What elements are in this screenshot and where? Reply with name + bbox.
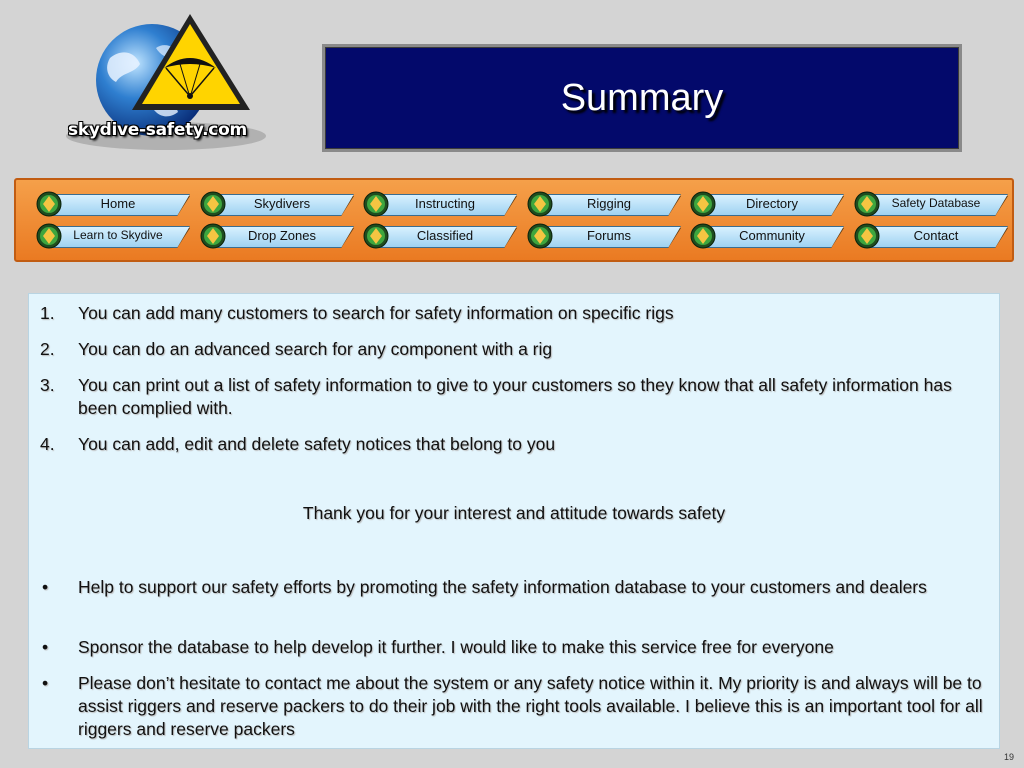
main-navigation bbox=[14, 178, 1014, 262]
list-marker: 1. bbox=[40, 303, 55, 323]
nav-rigging-button[interactable] bbox=[529, 192, 679, 216]
summary-content bbox=[28, 293, 1000, 749]
list-text: You can add many customers to search for safety information on specific rigs bbox=[78, 303, 674, 323]
nav-drop-zones-button[interactable] bbox=[202, 224, 352, 248]
nav-skydivers-label: Skydivers bbox=[253, 196, 311, 211]
list-marker: 2. bbox=[40, 339, 55, 359]
site-logo[interactable] bbox=[60, 8, 280, 158]
nav-drop-zones-label: Drop Zones bbox=[248, 228, 316, 243]
nav-rigging-label: Rigging bbox=[586, 196, 632, 211]
nav-directory-label: Directory bbox=[745, 196, 798, 211]
nav-community-label: Community bbox=[739, 228, 805, 243]
nav-forums-label: Forums bbox=[586, 228, 632, 243]
bullet-marker: • bbox=[42, 637, 49, 657]
page-title: Summary bbox=[560, 77, 724, 119]
nav-safety-database-label: Safety Database bbox=[891, 196, 981, 210]
nav-home-label: Home bbox=[100, 196, 136, 211]
bullet-text: Sponsor the database to help develop it further. I would like to make this service free for everyone bbox=[78, 637, 834, 657]
list-text: You can print out a list of safety information to give to your customers so they know that all safety information has been complied with. bbox=[78, 375, 952, 418]
nav-community-button[interactable] bbox=[692, 224, 842, 248]
nav-learn-to-skydive-button[interactable] bbox=[38, 224, 188, 248]
nav-instructing-button[interactable] bbox=[365, 192, 515, 216]
nav-forums-button[interactable] bbox=[529, 224, 679, 248]
title-banner bbox=[322, 44, 962, 152]
list-marker: 4. bbox=[40, 434, 55, 454]
bullet-text: Help to support our safety efforts by promoting the safety information database to your customers and dealers bbox=[78, 577, 927, 597]
nav-directory-button[interactable] bbox=[692, 192, 842, 216]
nav-contact-button[interactable] bbox=[856, 224, 1006, 248]
nav-home-button[interactable] bbox=[38, 192, 188, 216]
list-text: You can do an advanced search for any component with a rig bbox=[78, 339, 553, 359]
nav-skydivers-button[interactable] bbox=[202, 192, 352, 216]
bullet-text: Please don’t hesitate to contact me about the system or any safety notice within it. My priority is and always will be to assist riggers and reserve packers to do their job with the right tools available. I believe this is an important tool for all riggers and reserve packers bbox=[78, 673, 983, 739]
nav-learn-to-skydive-label: Learn to Skydive bbox=[73, 228, 163, 242]
list-marker: 3. bbox=[40, 375, 55, 395]
nav-classified-label: Classified bbox=[416, 228, 474, 243]
page-number: 19 bbox=[1003, 752, 1014, 762]
nav-instructing-label: Instructing bbox=[415, 196, 475, 211]
nav-contact-label: Contact bbox=[913, 228, 959, 243]
thank-you-note: Thank you for your interest and attitude towards safety bbox=[302, 503, 726, 523]
bullet-marker: • bbox=[42, 577, 49, 597]
nav-classified-button[interactable] bbox=[365, 224, 515, 248]
nav-safety-database-button[interactable] bbox=[856, 192, 1006, 216]
list-text: You can add, edit and delete safety notices that belong to you bbox=[78, 434, 556, 454]
logo-wordmark: skydive-safety.com bbox=[68, 120, 247, 140]
bullet-marker: • bbox=[42, 673, 49, 693]
